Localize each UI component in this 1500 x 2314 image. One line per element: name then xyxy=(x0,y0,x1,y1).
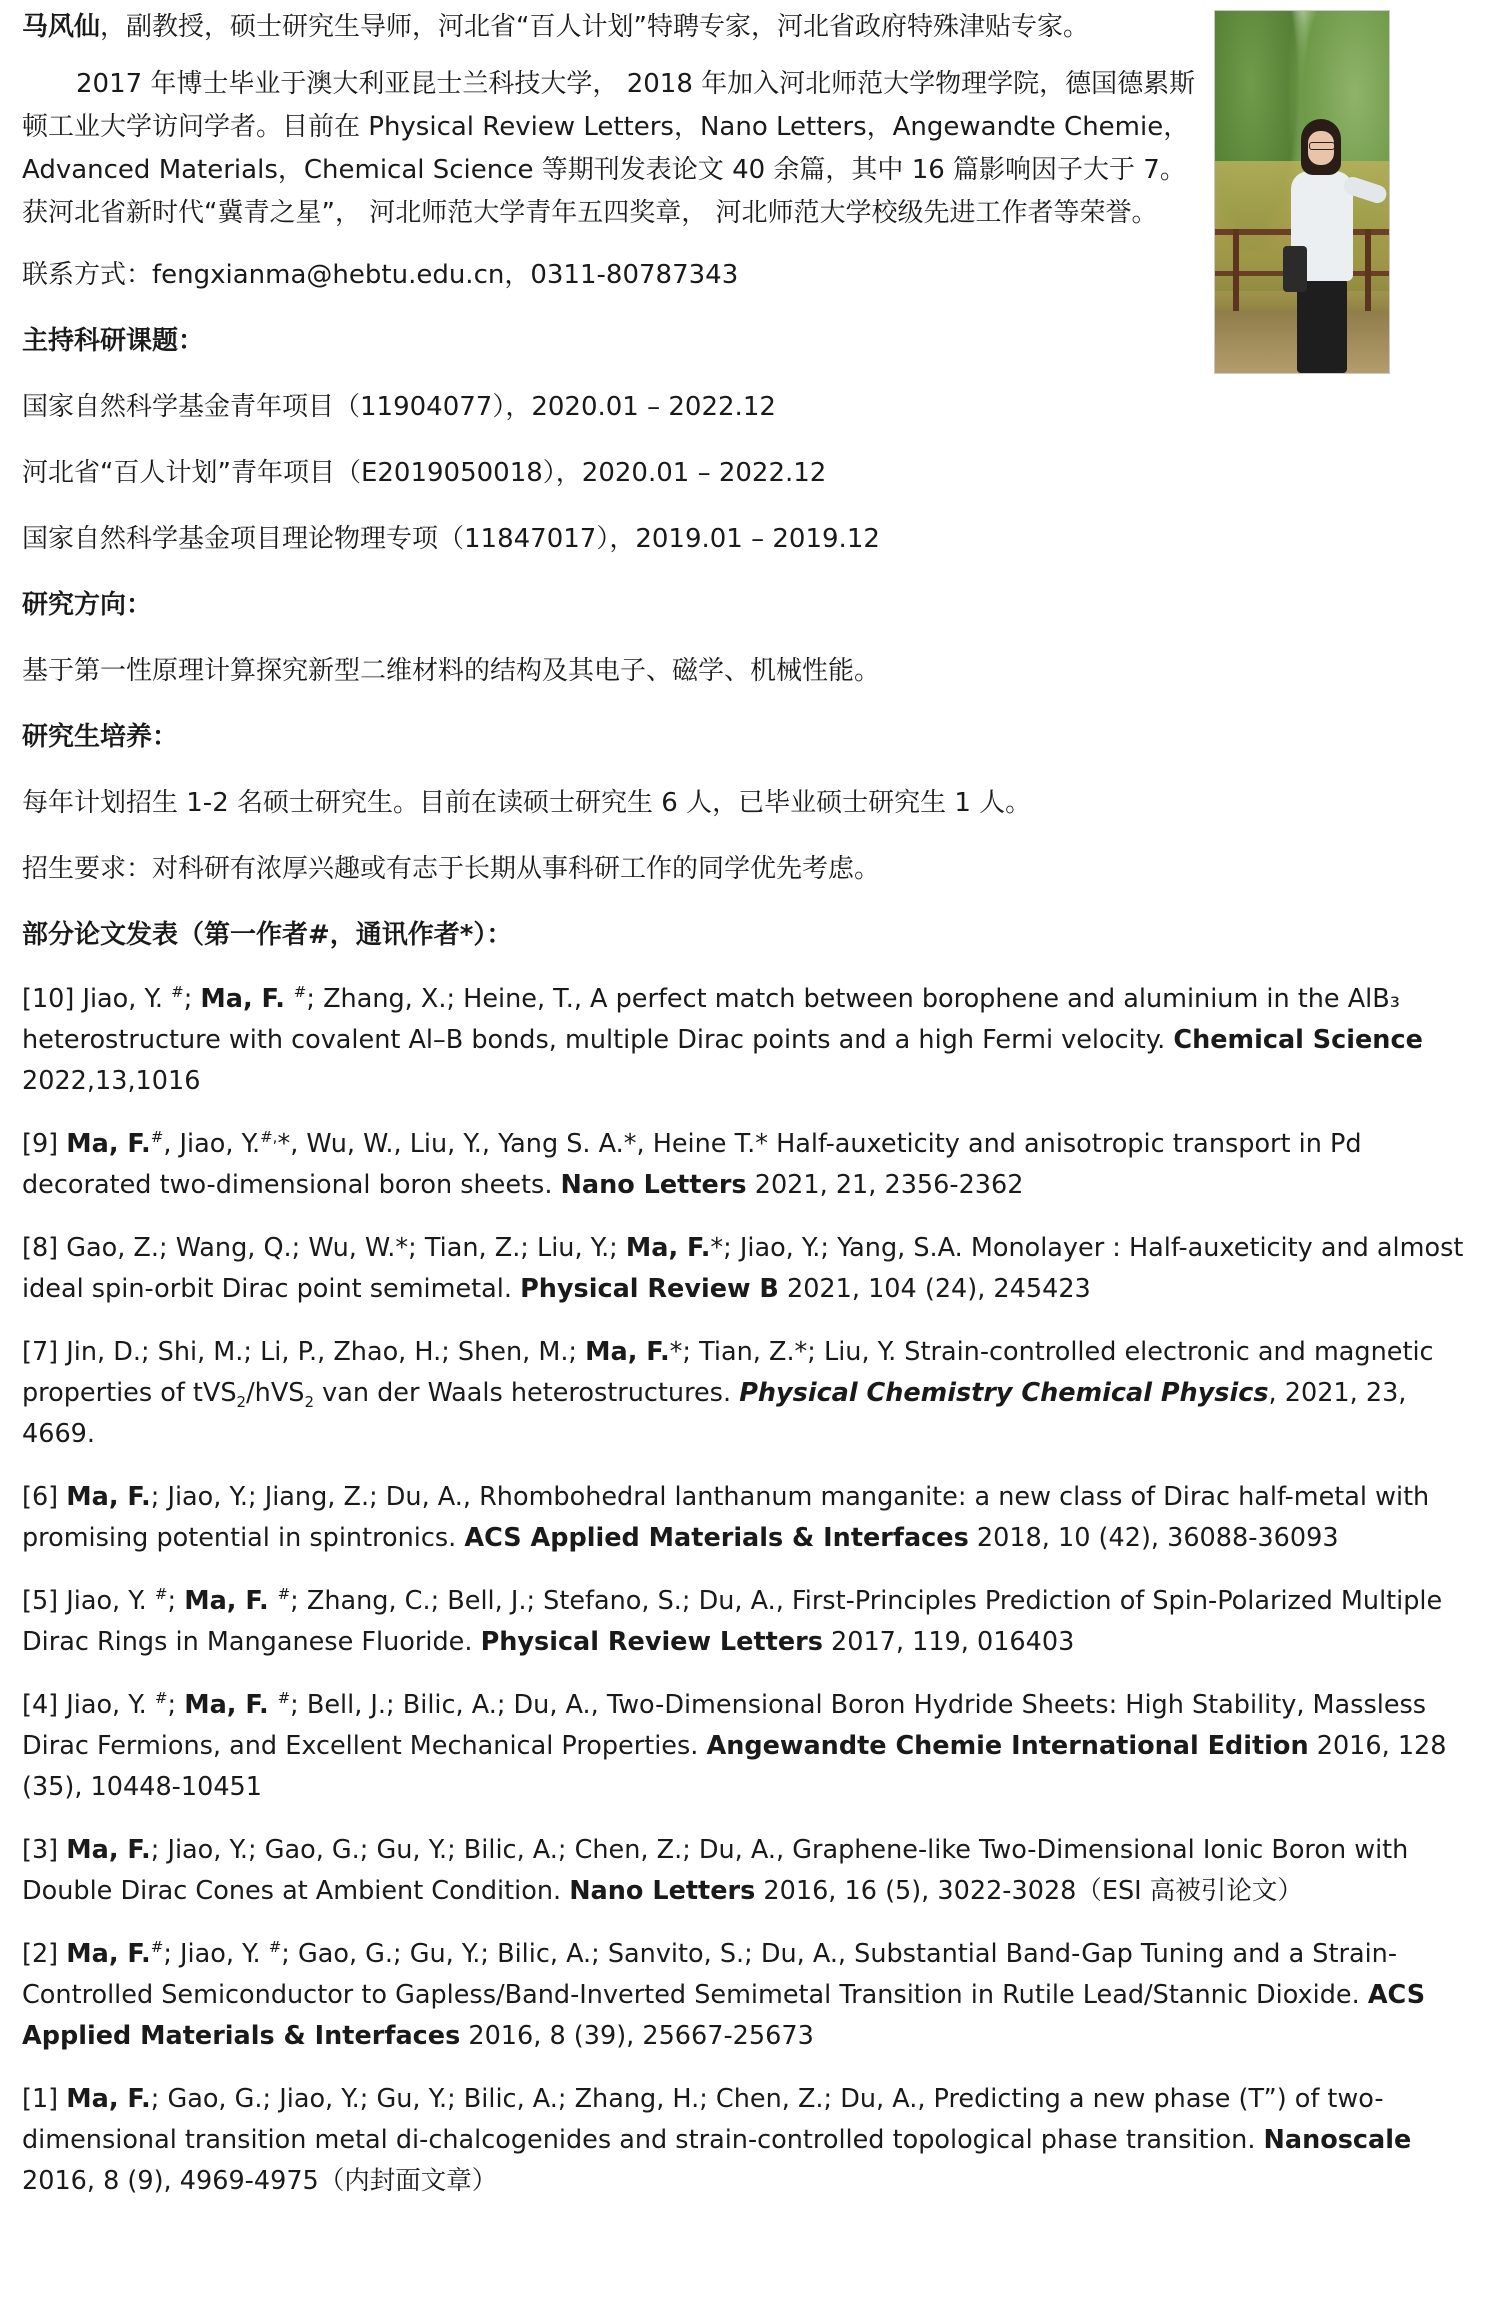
intro-section xyxy=(22,6,1202,235)
projects-heading: 主持科研课题： xyxy=(22,326,205,356)
journal-name: Physical Review B xyxy=(520,1274,779,1304)
profile-document xyxy=(22,6,1484,2202)
students-text: 每年计划招生 1-2 名硕士研究生。目前在读硕士研究生 6 人，已毕业硕士研究生 1 人。 xyxy=(22,788,1032,818)
publications-heading: 部分论文发表（第一作者#，通讯作者*）： xyxy=(22,920,513,950)
journal-name: Angewandte Chemie International Edition xyxy=(706,1731,1309,1761)
publication-item: [2] Ma, F.#; Jiao, Y. #; Gao, G.; Gu, Y.; Bilic, A.; Sanvito, S.; Du, A., Substantial Band-Gap Tuning and a Strain-Controlled Semiconductor to Gapless/Band-Inverted Semimetal Transition in Rutile Lead/Stannic Dioxide. ACS Applied Materials & Interfaces 2016, 8 (39), 25667-25673 xyxy=(22,1938,1426,2051)
journal-name: Physical Review Letters xyxy=(480,1627,823,1657)
project-item: 国家自然科学基金青年项目（11904077），2020.01 – 2022.12 xyxy=(22,392,776,422)
publication-list xyxy=(22,979,1484,2202)
publication-item: [9] Ma, F.#, Jiao, Y.#,*, Wu, W., Liu, Y., Yang S. A.*, Heine T.* Half-auxeticity and anisotropic transport in Pd decorated two-dimensional boron sheets. Nano Letters 2021, 21, 2356-2362 xyxy=(22,1128,1362,1200)
publication-item: [10] Jiao, Y. #; Ma, F. #; Zhang, X.; Heine, T., A perfect match between borophene and aluminium in the AlB₃ heterostructure with covalent Al–B bonds, multiple Dirac points and a high Fermi velocity. Chemical Science 2022,13,1016 xyxy=(22,983,1423,1096)
publication-item: [1] Ma, F.; Gao, G.; Jiao, Y.; Gu, Y.; Bilic, A.; Zhang, H.; Chen, Z.; Du, A., Predicting a new phase (T”) of two-dimensional transition metal di-chalcogenides and strain-controlled topological phase transition. Nanoscale 2016, 8 (9), 4969-4975（内封面文章） xyxy=(22,2084,1412,2196)
publication-item: [8] Gao, Z.; Wang, Q.; Wu, W.*; Tian, Z.; Liu, Y.; Ma, F.*; Jiao, Y.; Yang, S.A. Monolayer : Half-auxeticity and almost ideal spin-orbit Dirac point semimetal. Physical Review B 2021, 104 (24), 245423 xyxy=(22,1233,1464,1304)
journal-name: ACS Applied Materials & Interfaces xyxy=(464,1523,969,1553)
journal-name: Nano Letters xyxy=(560,1170,747,1200)
publication-item: [3] Ma, F.; Jiao, Y.; Gao, G.; Gu, Y.; Bilic, A.; Chen, Z.; Du, A., Graphene-like Two-Dimensional Ionic Boron with Double Dirac Cones at Ambient Condition. Nano Letters 2016, 16 (5), 3022-3028（ESI 高被引论文） xyxy=(22,1835,1409,1906)
publication-item: [7] Jin, D.; Shi, M.; Li, P., Zhao, H.; Shen, M.; Ma, F.*; Tian, Z.*; Liu, Y. Strain-controlled electronic and magnetic properties of tVS$_2$/hVS$_2$ van der Waals heterostructures. Physical Chemistry Chemical Physics, 2021, 23, 4669. xyxy=(22,1337,1434,1449)
publication-item: [4] Jiao, Y. #; Ma, F. #; Bell, J.; Bilic, A.; Du, A., Two-Dimensional Boron Hydride Sheets: High Stability, Massless Dirac Fermions, and Excellent Mechanical Properties. Angewandte Chemie International Edition 2016, 128 (35), 10448-10451 xyxy=(22,1689,1447,1802)
publication-item: [5] Jiao, Y. #; Ma, F. #; Zhang, C.; Bell, J.; Stefano, S.; Du, A., First-Principles Prediction of Spin-Polarized Multiple Dirac Rings in Manganese Fluoride. Physical Review Letters 2017, 119, 016403 xyxy=(22,1585,1443,1657)
students-heading: 研究生培养： xyxy=(22,722,179,752)
contact-info: 联系方式：fengxianma@hebtu.edu.cn，0311-80787343 xyxy=(22,260,739,290)
project-item: 河北省“百人计划”青年项目（E2019050018），2020.01 – 2022.12 xyxy=(22,458,827,488)
research-text: 基于第一性原理计算探究新型二维材料的结构及其电子、磁学、机械性能。 xyxy=(22,656,881,686)
project-item: 国家自然科学基金项目理论物理专项（11847017），2019.01 – 2019.12 xyxy=(22,524,880,554)
journal-name: Nanoscale xyxy=(1263,2125,1412,2155)
person-name: 马风仙 xyxy=(22,12,101,42)
person-title: ，副教授，硕士研究生导师，河北省“百人计划”特聘专家，河北省政府特殊津贴专家。 xyxy=(100,12,1089,42)
bio-paragraph: 2017 年博士毕业于澳大利亚昆士兰科技大学， 2018 年加入河北师范大学物理学院，德国德累斯顿工业大学访问学者。目前在 Physical Review Letters，Nano Letters，Angewandte Chemie， Advanced Materials，Chemical Science 等期刊发表论文 40 余篇，其中 16 篇影响因子大于 7。获河北省新时代“冀青之星”， 河北师范大学青年五四奖章， 河北师范大学校级先进工作者等荣誉。 xyxy=(22,69,1196,228)
journal-name: Physical Chemistry Chemical Physics xyxy=(739,1378,1269,1408)
journal-name: ACS Applied Materials & Interfaces xyxy=(22,1980,1426,2051)
publication-item: [6] Ma, F.; Jiao, Y.; Jiang, Z.; Du, A., Rhombohedral lanthanum manganite: a new class of Dirac half-metal with promising potential in spintronics. ACS Applied Materials & Interfaces 2018, 10 (42), 36088-36093 xyxy=(22,1482,1430,1553)
journal-name: Chemical Science xyxy=(1173,1025,1423,1055)
research-heading: 研究方向： xyxy=(22,590,153,620)
admission-requirements: 招生要求：对科研有浓厚兴趣或有志于长期从事科研工作的同学优先考虑。 xyxy=(22,854,881,884)
journal-name: Nano Letters xyxy=(569,1876,756,1906)
intro-line xyxy=(22,6,1202,49)
